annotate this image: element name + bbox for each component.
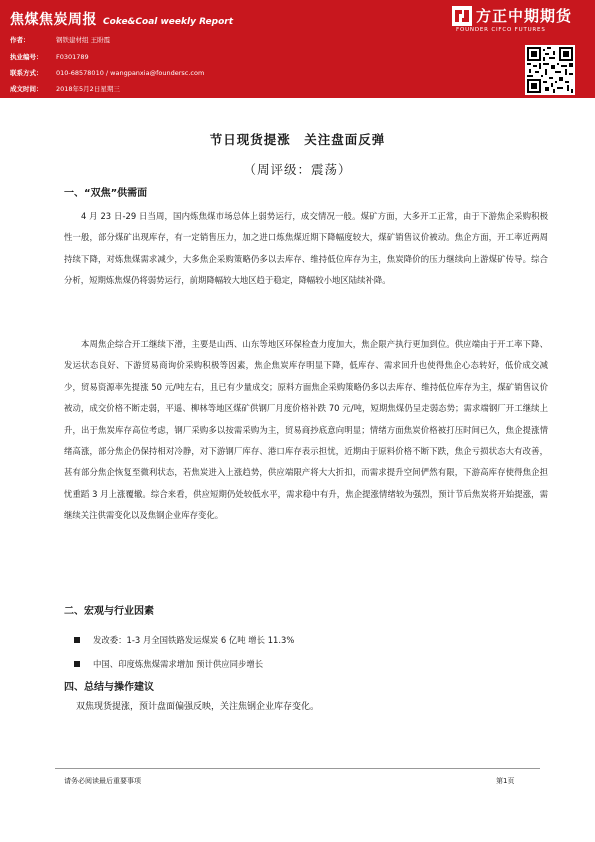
company-logo-en: FOUNDER CIFCO FUTURES xyxy=(456,27,546,33)
section-4-heading: 四、总结与操作建议 xyxy=(64,682,154,693)
report-title: 节日现货提涨 关注盘面反弹 xyxy=(209,132,386,147)
date-value: 2018年5月2日星期三 xyxy=(56,85,120,93)
date-line xyxy=(10,84,120,93)
license-label: 执业编号： xyxy=(10,53,43,61)
author-value: 钢铁建材组 王盼霞 xyxy=(56,36,111,44)
report-header xyxy=(0,0,595,98)
series-title-en: Coke&Coal weekly Report xyxy=(103,17,234,27)
footer-divider xyxy=(55,768,540,769)
section-1-heading: 一、“双焦”供需面 xyxy=(64,188,148,199)
bullet-square-icon xyxy=(74,637,80,643)
page-number: 第1页 xyxy=(496,777,515,785)
weekly-rating: （周评级：震荡） xyxy=(243,162,352,177)
section-1-paragraph-2: 本周焦企综合开工继续下滑，主要是山西、山东等地区环保检查力度加大，焦企限产执行更加到位。供应端由于开工率下降、发运状态良好、下游贸易商询价采购积极等因素，焦企焦炭库存明显下降，低库存、需求回升也使得焦企心态转好，低价成交减少，贸易资源率先提涨 50 元/吨左右，且已有少量成交；原料方面焦企采购策略仍多以去库存、维持低位库存为主，煤矿销售议价被动，成交价格不断走弱，平遥、柳林等地区煤矿供钢厂月度价格补跌 70 元/吨，短期焦煤仍呈走弱态势；需求端钢厂开工继续上升，出于焦炭库存高位考虑，钢厂采购多以按需采购为主，贸易商抄底意向明显；情绪方面焦炭价格被打压时间已久，焦企提涨情绪高涨，部分焦企仍保持相对冷静，对下游钢厂库存、港口库存表示担忧，近期由于原料价格不断下跌，焦企亏损状态大有改善，甚有部分焦企恢复至微利状态，若焦炭进入上涨趋势，供应端限产将大大折扣，而需求提升空间俨然有限，下游高库存使得焦企担忧重蹈 3 月上涨覆辙。综合来看，供应短期仍处较低水平，需求稳中有升，焦企提涨情绪较为强烈，预计节后焦炭将开始提涨，需继续关注供需变化以及焦钢企业库存变化。 xyxy=(64,339,548,521)
author-line xyxy=(10,35,110,44)
list-item xyxy=(74,658,263,670)
contact-label: 联系方式： xyxy=(10,69,43,77)
section-2-heading: 二、宏观与行业因素 xyxy=(64,606,154,617)
footer-disclaimer[interactable]: 请务必阅读最后重要事项 xyxy=(64,777,141,785)
license-line xyxy=(10,52,89,61)
series-title-cn: 焦煤焦炭周报 xyxy=(10,12,97,28)
company-logo-icon xyxy=(452,6,472,26)
list-item-text: 中国、印度炼焦煤需求增加 预计供应同步增长 xyxy=(93,659,264,669)
section-1-paragraph-1: 4 月 23 日-29 日当周，国内炼焦煤市场总体上弱势运行，成交情况一般。煤矿方面，大多开工正常，由于下游焦企采购积极性一般，部分煤矿出现库存，有一定销售压力，加之进口炼焦煤近期下降幅度较大，煤矿销售议价被动。焦企方面，开工率近两周持续下降，对炼焦煤需求减少，大多焦企采购策略仍多以去库存、维持低位库存为主，焦炭降价的压力继续向上游煤矿传导。综合分析，短期炼焦煤仍将弱势运行，前期降幅较大地区趋于稳定，降幅较小地区陆续补降。 xyxy=(64,211,548,286)
summary-advice: 双焦现货提涨，预计盘面偏强反映，关注焦钢企业库存变化。 xyxy=(76,702,320,712)
list-item xyxy=(74,634,294,646)
contact-line xyxy=(10,68,204,77)
date-label: 成文时间： xyxy=(10,85,43,93)
company-logo-cn: 方正中期期货 xyxy=(476,7,573,25)
author-label: 作者： xyxy=(10,36,30,44)
license-value: F0301789 xyxy=(56,53,89,61)
bullet-square-icon xyxy=(74,661,80,667)
report-series-title xyxy=(10,9,233,29)
list-item-text: 发改委：1-3 月全国铁路发运煤炭 6 亿吨 增长 11.3% xyxy=(93,635,295,645)
qr-code xyxy=(525,45,575,95)
qr-code-pattern xyxy=(527,47,573,93)
contact-value[interactable]: 010-68578010 / wangpanxia@foundersc.com xyxy=(56,69,205,77)
